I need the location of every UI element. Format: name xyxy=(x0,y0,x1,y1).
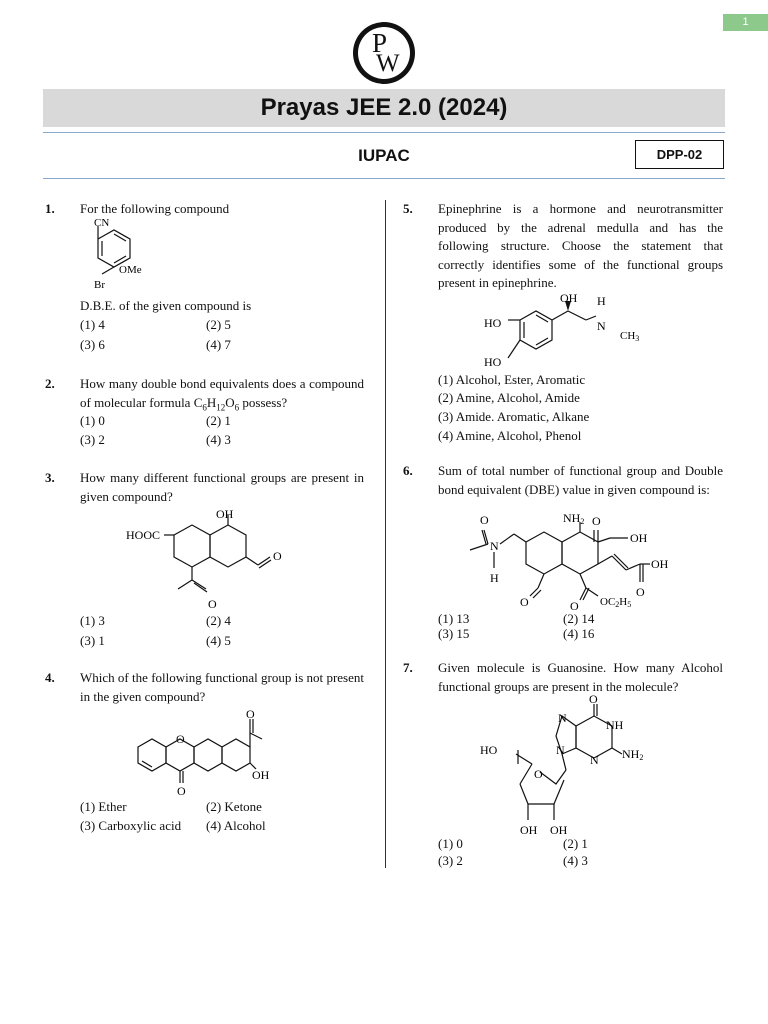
question-2-text: How many double bond equivalents does a compound of molecular formula $C_6H_{12}O_6$ possess? xyxy=(80,376,364,413)
header-rule-top xyxy=(43,132,725,133)
question-3-text: How many different functional groups are present in given compound? xyxy=(80,470,364,504)
question-4-text: Which of the following functional group is not present in the given compound? xyxy=(80,670,364,704)
question-6-option-4[interactable]: (4) 16 xyxy=(563,626,595,641)
question-3-number: 3. xyxy=(45,470,55,485)
nh-label: NH xyxy=(606,718,624,732)
n-label-3: N xyxy=(556,743,565,757)
ch3-label: CH3 xyxy=(620,330,640,343)
hooc-label: HOOC xyxy=(126,528,161,542)
ho-label: HO xyxy=(480,743,498,757)
n-label-1: N xyxy=(558,711,567,725)
question-3-option-3[interactable]: (3) 1 xyxy=(80,633,105,648)
ketone-o-label: O xyxy=(177,784,186,797)
question-1-number: 1. xyxy=(45,201,55,216)
ring-left xyxy=(526,532,562,574)
question-1-option-1[interactable]: (1) 4 xyxy=(80,317,105,332)
question-5-number: 5. xyxy=(403,201,413,216)
oh-label-2: OH xyxy=(651,557,669,571)
oc2h5-label: OC2H5 xyxy=(600,596,632,609)
question-5-option-1[interactable]: (1) Alcohol, Ester, Aromatic xyxy=(438,372,586,387)
question-6-option-1[interactable]: (1) 13 xyxy=(438,611,470,626)
dpp-code: DPP-02 xyxy=(635,140,724,169)
cn-label: CN xyxy=(94,217,110,229)
acid-o-label: O xyxy=(636,585,645,599)
ring-left xyxy=(174,525,210,567)
question-5-structure xyxy=(480,290,650,370)
oh-label-1: OH xyxy=(630,531,648,545)
page-title: Prayas JEE 2.0 (2024) xyxy=(43,89,725,127)
page-number: 1 xyxy=(723,14,768,31)
question-4-option-1[interactable]: (1) Ether xyxy=(80,799,127,814)
ketone-o-label: O xyxy=(592,514,601,528)
question-5-option-4[interactable]: (4) Amine, Alcohol, Phenol xyxy=(438,428,582,443)
oh-label-2: OH xyxy=(550,823,568,837)
n-label: N xyxy=(490,539,499,553)
aldehyde-o-label: O xyxy=(273,549,282,563)
n-label: N xyxy=(597,319,606,333)
question-2-option-4[interactable]: (4) 3 xyxy=(206,432,231,447)
logo-letter-p: P xyxy=(372,28,388,58)
question-7-option-2[interactable]: (2) 1 xyxy=(563,836,588,851)
question-2-option-3[interactable]: (3) 2 xyxy=(80,432,105,447)
benzene-ring xyxy=(98,230,130,267)
benzene-ring xyxy=(520,311,552,349)
amide-o-label: O xyxy=(480,513,489,527)
question-5-text: Epinephrine is a hormone and neurotransmitter produced by the adrenal medulla and has the following structure. Choose the statement that correctly identifies some of the functional groups present in epinephrine. xyxy=(438,201,723,290)
question-6-text: Sum of total number of functional group and Double bond equivalent (DBE) value in given compound is: xyxy=(438,463,723,497)
question-7-structure xyxy=(478,692,678,840)
ho-label-2: HO xyxy=(484,355,502,369)
question-6-option-3[interactable]: (3) 15 xyxy=(438,626,470,641)
nh2-label: NH2 xyxy=(563,511,585,526)
oh-label: OH xyxy=(216,507,234,521)
ring-d xyxy=(222,739,250,771)
question-3-option-2[interactable]: (2) 4 xyxy=(206,613,231,628)
question-4-option-3[interactable]: (3) Carboxylic acid xyxy=(80,818,182,833)
n-label-2: N xyxy=(590,753,599,767)
question-2-option-2[interactable]: (2) 1 xyxy=(206,413,231,428)
ring-a xyxy=(138,739,166,771)
question-2-number: 2. xyxy=(45,376,55,391)
question-3-option-1[interactable]: (1) 3 xyxy=(80,613,105,628)
pw-logo xyxy=(353,22,415,84)
question-4-option-4[interactable]: (4) Alcohol xyxy=(206,818,266,833)
question-1-option-3[interactable]: (3) 6 xyxy=(80,337,105,352)
ring-right xyxy=(562,532,598,574)
question-1-option-2[interactable]: (2) 5 xyxy=(206,317,231,332)
question-1-text: For the following compound xyxy=(80,201,230,216)
question-1-structure xyxy=(78,216,168,296)
ring-right xyxy=(210,525,246,567)
ether-o-label: O xyxy=(176,732,185,746)
ring-c xyxy=(194,739,222,771)
oh-label-1: OH xyxy=(520,823,538,837)
ome-label: OMe xyxy=(119,264,142,276)
question-3-structure xyxy=(122,505,292,613)
ring-o-label: O xyxy=(534,767,543,781)
question-4-number: 4. xyxy=(45,670,55,685)
header-rule-bottom xyxy=(43,178,725,179)
subject-title: IUPAC xyxy=(358,146,410,165)
question-7-number: 7. xyxy=(403,660,413,675)
ketone-o-label: O xyxy=(208,597,217,611)
question-4-option-2[interactable]: (2) Ketone xyxy=(206,799,262,814)
br-label: Br xyxy=(94,279,105,291)
question-7-option-4[interactable]: (4) 3 xyxy=(563,853,588,868)
h-label: H xyxy=(490,571,499,585)
ho-label-1: HO xyxy=(484,316,502,330)
oh-label: OH xyxy=(252,768,270,782)
question-5-option-3[interactable]: (3) Amide. Aromatic, Alkane xyxy=(438,409,590,424)
aldehyde-o-label: O xyxy=(520,595,529,609)
question-6-option-2[interactable]: (2) 14 xyxy=(563,611,595,626)
column-divider xyxy=(385,200,386,868)
question-6-number: 6. xyxy=(403,463,413,478)
acetyl-o-label: O xyxy=(246,707,255,721)
question-7-option-1[interactable]: (1) 0 xyxy=(438,836,463,851)
question-7-text: Given molecule is Guanosine. How many Alcohol functional groups are present in the molecule? xyxy=(438,660,723,694)
nh2-label: NH2 xyxy=(622,747,644,762)
question-1-option-4[interactable]: (4) 7 xyxy=(206,337,231,352)
h-label: H xyxy=(597,294,606,308)
question-3-option-4[interactable]: (4) 5 xyxy=(206,633,231,648)
question-1-text2: D.B.E. of the given compound is xyxy=(80,298,252,313)
question-7-option-3[interactable]: (3) 2 xyxy=(438,853,463,868)
question-6-structure xyxy=(460,508,700,612)
logo-letter-w: W xyxy=(376,50,400,77)
ester-o-label: O xyxy=(570,599,579,612)
oh-label: OH xyxy=(560,291,578,305)
carbonyl-o-label: O xyxy=(589,692,598,706)
question-5-option-2[interactable]: (2) Amine, Alcohol, Amide xyxy=(438,390,580,405)
question-2-option-1[interactable]: (1) 0 xyxy=(80,413,105,428)
question-4-structure xyxy=(132,705,282,797)
